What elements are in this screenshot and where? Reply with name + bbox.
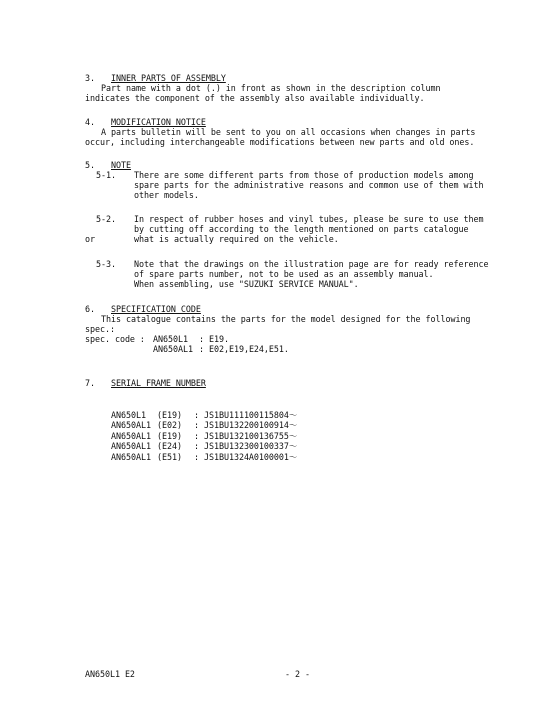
serial-spec-code: (E02) xyxy=(157,420,182,431)
table-row xyxy=(111,410,297,420)
serial-model: AN650AL1 xyxy=(111,451,151,462)
serial-spec-code: (E19) xyxy=(157,430,182,441)
section-4-number: 4. xyxy=(85,117,95,127)
table-row xyxy=(111,431,297,441)
note-5-2-number: 5-2. xyxy=(96,214,116,224)
note-5-3-number: 5-3. xyxy=(96,259,116,269)
serial-frame-number: JS1BU1324A0100001～ xyxy=(204,451,298,462)
note-5-3-line-1: Note that the drawings on the illustration page are for ready reference xyxy=(134,259,489,269)
serial-frame-number: JS1BU132300100337～ xyxy=(204,441,298,452)
note-5-1-line-3: other models. xyxy=(134,190,199,200)
spec-code-value-2: E02,E19,E24,E51. xyxy=(209,344,289,354)
section-4-title: MODIFICATION NOTICE xyxy=(111,117,206,127)
section-6-number: 6. xyxy=(85,304,95,314)
footer-page-number: - 2 - xyxy=(285,669,310,679)
serial-model: AN650AL1 xyxy=(111,420,151,431)
spec-code-model-2: AN650AL1 xyxy=(153,344,193,354)
section-4-line-2: occur, including interchangeable modifications between new parts and old ones. xyxy=(85,137,475,147)
serial-spec-code: (E51) xyxy=(157,451,182,462)
section-7-number: 7. xyxy=(85,378,95,388)
serial-spec-code: (E19) xyxy=(157,410,182,420)
section-6-intro: This catalogue contains the parts for the model designed for the following xyxy=(101,314,471,324)
section-4-line-1: A parts bulletin will be sent to you on all occasions when changes in parts xyxy=(101,127,476,137)
note-5-1-line-1: There are some different parts from those of production models among xyxy=(134,170,474,180)
serial-spec-code: (E24) xyxy=(157,441,182,452)
section-5-title: NOTE xyxy=(111,160,131,170)
spec-code-label: spec. code : xyxy=(85,334,145,344)
note-5-3-line-3: When assembling, use "SUZUKI SERVICE MANUAL". xyxy=(134,279,359,289)
serial-model: AN650L1 xyxy=(111,410,146,420)
table-row xyxy=(111,420,297,430)
serial-separator: : xyxy=(194,430,199,441)
serial-model: AN650AL1 xyxy=(111,430,151,441)
note-5-2-margin-word: or xyxy=(85,234,95,244)
serial-frame-number: JS1BU111100115804～ xyxy=(204,410,298,420)
spec-code-value-1: E19. xyxy=(209,334,229,344)
spec-code-sep-1: : xyxy=(199,334,204,344)
note-5-1-number: 5-1. xyxy=(96,170,116,180)
serial-separator: : xyxy=(194,451,199,462)
note-5-2-line-2: by cutting off according to the length mentioned on parts catalogue xyxy=(134,224,469,234)
section-5-number: 5. xyxy=(85,160,95,170)
section-3-line-1: Part name with a dot (.) in front as shown in the description column xyxy=(101,83,441,93)
serial-frame-number: JS1BU132100136755～ xyxy=(204,430,298,441)
serial-number-table xyxy=(111,410,297,462)
section-3-number: 3. xyxy=(85,73,95,83)
section-3-title: INNER PARTS OF ASSEMBLY xyxy=(111,73,226,83)
serial-separator: : xyxy=(194,420,199,431)
spec-code-sep-2: : xyxy=(199,344,204,354)
section-6-intro-wrap: spec.: xyxy=(85,324,115,334)
table-row xyxy=(111,441,297,451)
spec-code-model-1: AN650L1 xyxy=(153,334,188,344)
note-5-3-line-2: of spare parts number, not to be used as an assembly manual. xyxy=(134,269,434,279)
section-6-title: SPECIFICATION CODE xyxy=(111,304,201,314)
note-5-1-line-2: spare parts for the administrative reasons and common use of them with xyxy=(134,180,484,190)
serial-frame-number: JS1BU132200100914～ xyxy=(204,420,298,431)
serial-separator: : xyxy=(194,410,199,420)
note-5-2-line-1: In respect of rubber hoses and vinyl tubes, please be sure to use them xyxy=(134,214,484,224)
note-5-2-line-3: what is actually required on the vehicle. xyxy=(134,234,339,244)
table-row xyxy=(111,452,297,462)
section-3-line-2: indicates the component of the assembly also available individually. xyxy=(85,93,425,103)
serial-separator: : xyxy=(194,441,199,452)
section-7-title: SERIAL FRAME NUMBER xyxy=(111,378,206,388)
footer-model-code: AN650L1 E2 xyxy=(85,669,135,679)
serial-model: AN650AL1 xyxy=(111,441,151,452)
